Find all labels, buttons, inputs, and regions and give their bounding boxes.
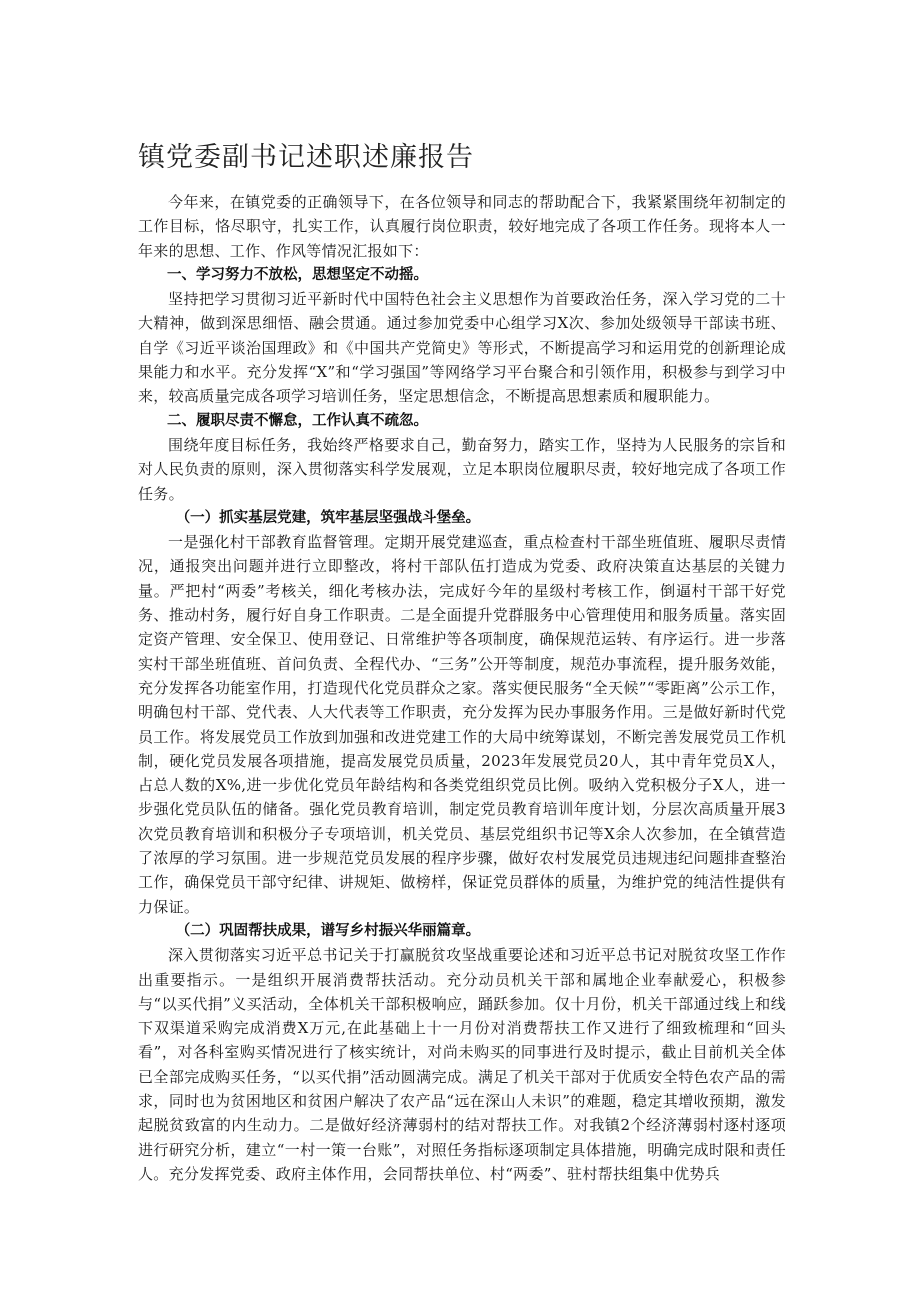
- document-title: 镇党委副书记述职述廉报告: [138, 142, 474, 173]
- section-1-heading: 一、学习努力不放松，思想坚定不动摇。: [167, 266, 428, 283]
- document-page: [138, 128, 786, 1186]
- subsection-2-paragraph: 深入贯彻落实习近平总书记关于打赢脱贫攻坚战重要论述和习近平总书记对脱贫攻坚工作作出重要指示。一是组织开展消费帮扶活动。充分动员机关干部和属地企业奉献爱心，积极参与“以买代捐”义买活动，全体机关干部积极响应，踊跃参加。仅十月份，机关干部通过线上和线下双渠道采购完成消费X万元,在此基础上十一月份对消费帮扶工作又进行了细致梳理和“回头看”，对各科室购买情况进行了核实统计，对尚未购买的同事进行及时提示，截止目前机关全体已全部完成购买任务，“以买代捐”活动圆满完成。满足了机关干部对于优质安全特色农产品的需求，同时也为贫困地区和贫困户解决了农产品“远在深山人未识”的难题，稳定其增收预期，激发起脱贫致富的内生动力。二是做好经济薄弱村的结对帮扶工作。对我镇2个经济薄弱村逐村逐项进行研究分析，建立“一村一策一台账”，对照任务指标逐项制定具体措施，明确完成时限和责任人。充分发挥党委、政府主体作用，会同帮扶单位、村“两委”、驻村帮扶组集中优势兵: [138, 946, 786, 1183]
- subsection-1-paragraph: 一是强化村干部教育监督管理。定期开展党建巡查，重点检查村干部坐班值班、履职尽责情况，通报突出问题并进行立即整改，将村干部队伍打造成为党委、政府决策直达基层的关键力量。严把村“两委”考核关，细化考核办法，完成好今年的星级村考核工作，倒逼村干部干好党务、推动村务，履行好自身工作职责。二是全面提升党群服务中心管理使用和服务质量。落实固定资产管理、安全保卫、使用登记、日常维护等各项制度，确保规范运转、有序运行。进一步落实村干部坐班值班、首问负责、全程代办、“三务”公开等制度，规范办事流程，提升服务效能，充分发挥各功能室作用，打造现代化党员群众之家。落实便民服务“全天候”“零距离”公示工作，明确包村干部、党代表、人大代表等工作职责，充分发挥为民办事服务作用。三是做好新时代党员工作。将发展党员工作放到加强和改进党建工作的大局中统筹谋划，不断完善发展党员工作机制，硬化党员发展各项措施，提高发展党员质量，2023年发展党员20人，其中青年党员X人，占总人数的X%,进一步优化党员年龄结构和各类党组织党员比例。吸纳入党积极分子X人，进一步强化党员队伍的储备。强化党员教育培训，制定党员教育培训年度计划，分层次高质量开展3次党员教育培训和积极分子专项培训，机关党员、基层党组织书记等X余人次参加，在全镇营造了浓厚的学习氛围。进一步规范党员发展的程序步骤，做好农村发展党员违规违纪问题排查整治工作，确保党员干部守纪律、讲规矩、做榜样，保证党员群体的质量，为维护党的纯洁性提供有力保证。: [138, 533, 786, 916]
- subsection-2-heading: （二）巩固帮扶成果，谱写乡村振兴华丽篇章。: [175, 922, 481, 939]
- document-body: [138, 190, 786, 1186]
- section-2-heading: 二、履职尽责不懈怠，工作认真不疏忽。: [167, 412, 428, 429]
- subsection-1-heading: （一）抓实基层党建，筑牢基层坚强战斗堡垒。: [175, 509, 481, 526]
- intro-paragraph: 今年来，在镇党委的正确领导下，在各位领导和同志的帮助配合下，我紧紧围绕年初制定的工作目标，恪尽职守，扎实工作，认真履行岗位职责，较好地完成了各项工作任务。现将本人一年来的思想、工作、作风等情况汇报如下：: [138, 193, 786, 260]
- section-2-paragraph: 围绕年度目标任务，我始终严格要求自己，勤奋努力，踏实工作，坚持为人民服务的宗旨和对人民负责的原则，深入贯彻落实科学发展观，立足本职岗位履职尽责，较好地完成了各项工作任务。: [138, 435, 786, 503]
- section-1-paragraph: 坚持把学习贯彻习近平新时代中国特色社会主义思想作为首要政治任务，深入学习党的二十大精神，做到深思细悟、融会贯通。通过参加党委中心组学习X次、参加处级领导干部读书班、自学《习近平谈治国理政》和《中国共产党简史》等形式，不断提高学习和运用党的创新理论成果能力和水平。充分发挥“X”和“学习强国”等网络学习平台聚合和引领作用，积极参与到学习中来，较高质量完成各项学习培训任务，坚定思想信念，不断提高思想素质和履职能力。: [138, 290, 786, 406]
